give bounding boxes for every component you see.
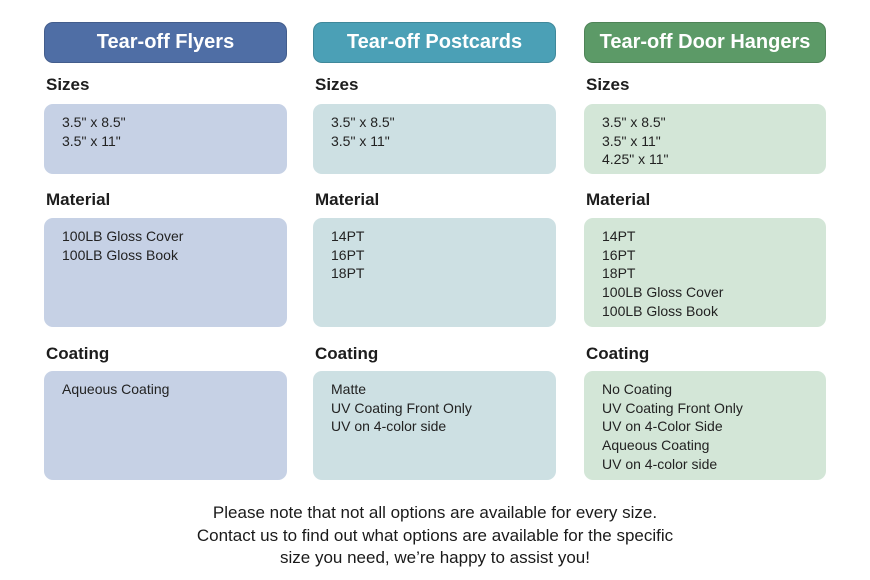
- coating-option: No Coating: [602, 381, 673, 397]
- material-box: [313, 218, 556, 327]
- footer-note: [0, 502, 870, 570]
- sizes-box: [584, 104, 826, 174]
- sizes-box: [44, 104, 287, 174]
- sizes-label: Sizes: [586, 75, 630, 94]
- material-option: 100LB Gloss Cover: [62, 228, 184, 244]
- material-option: 100LB Gloss Book: [602, 302, 718, 319]
- size-option: 3.5" x 11": [602, 132, 661, 149]
- material-option: 18PT: [602, 265, 636, 282]
- coating-label: Coating: [46, 344, 110, 363]
- material-box: [44, 218, 287, 327]
- material-option: 100LB Gloss Book: [62, 246, 178, 263]
- coating-box: [584, 371, 826, 480]
- coating-option: UV on 4-Color Side: [602, 418, 723, 435]
- material-box: [584, 218, 826, 327]
- footer-line: Contact us to find out what options are available for the specific: [196, 525, 674, 545]
- sizes-label: Sizes: [46, 75, 90, 94]
- size-option: 3.5" x 8.5": [331, 114, 395, 130]
- coating-option: Matte: [331, 381, 367, 397]
- coating-option: Aqueous Coating: [62, 381, 170, 397]
- material-option: 18PT: [331, 265, 365, 282]
- footer-line: size you need, we’re happy to assist you!: [280, 548, 590, 567]
- material-option: 16PT: [331, 246, 365, 263]
- footer-line: Please note that not all options are available for every size.: [212, 503, 658, 522]
- material-option: 14PT: [331, 228, 365, 244]
- column-header: Tear-off Flyers: [44, 22, 287, 63]
- coating-option: Aqueous Coating: [602, 437, 710, 454]
- material-option: 14PT: [602, 228, 636, 244]
- column-tear-off-postcards: [313, 22, 556, 435]
- coating-option: UV on 4-color side: [602, 455, 718, 472]
- coating-option: UV Coating Front Only: [331, 399, 472, 416]
- material-label: Material: [46, 190, 111, 209]
- material-option: 16PT: [602, 246, 636, 263]
- sizes-box: [313, 104, 556, 174]
- column-header: Tear-off Door Hangers: [584, 22, 826, 63]
- material-label: Material: [586, 190, 651, 209]
- material-label: Material: [315, 190, 380, 209]
- column-tear-off-flyers: [44, 22, 287, 397]
- material-option: 100LB Gloss Cover: [602, 284, 724, 301]
- size-option: 3.5" x 11": [62, 132, 121, 149]
- coating-label: Coating: [586, 344, 650, 363]
- coating-option: UV on 4-color side: [331, 418, 447, 435]
- size-option: 3.5" x 11": [331, 132, 390, 149]
- coating-label: Coating: [315, 344, 379, 363]
- size-option: 3.5" x 8.5": [602, 114, 666, 130]
- size-option: 4.25" x 11": [602, 151, 669, 168]
- coating-option: UV Coating Front Only: [602, 399, 743, 416]
- sizes-label: Sizes: [315, 75, 359, 94]
- column-header: Tear-off Postcards: [313, 22, 556, 63]
- coating-box: [313, 371, 556, 480]
- coating-box: [44, 371, 287, 480]
- column-tear-off-door-hangers: [584, 22, 826, 472]
- size-option: 3.5" x 8.5": [62, 114, 126, 130]
